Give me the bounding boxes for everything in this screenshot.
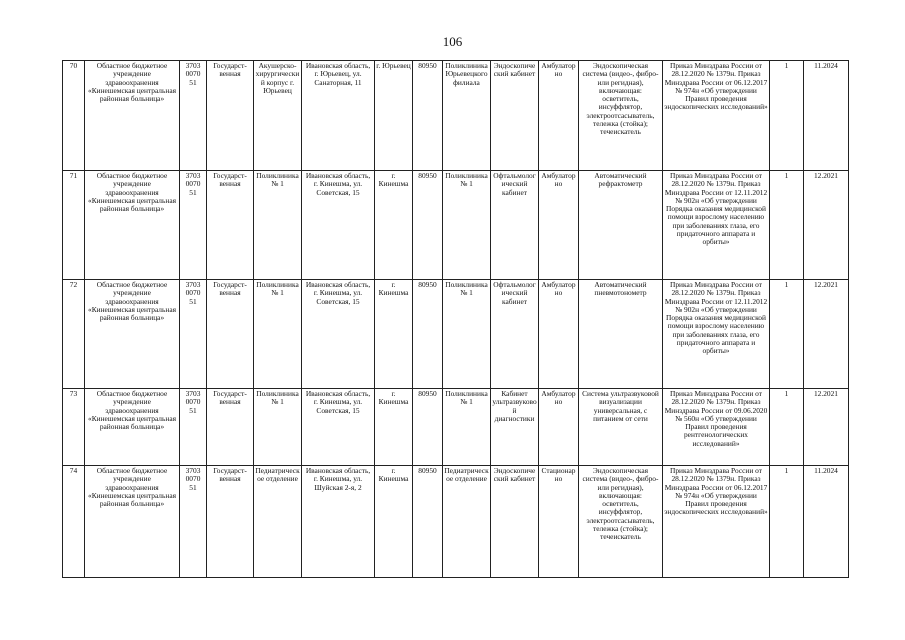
equipment-cell: Автоматический рефрактометр (579, 171, 663, 280)
equipment-cell: Эндоскопическая система (видео-, фибро- или регидная), включающая: осветитель, инсуффлятор, электроотсасыватель, тележка (стойка); течеискатель (579, 466, 663, 578)
order-cell: Приказ Минздрава России от 28.12.2020 № 1379н. Приказ Минздрава России от 12.11.2012 № 902н «Об утверждении Порядка оказания медицинской помощи взрослому населению при заболеваниях глаза, его придаточного аппарата и орбиты» (663, 171, 770, 280)
address-cell: Ивановская область, г. Кинешма, ул. Шуйская 2-я, 2 (302, 466, 375, 578)
order-cell: Приказ Минздрава России от 28.12.2020 № 1379н. Приказ Минздрава России от 06.12.2017 № 974н «Об утверждении Правил проведения эндоскопических исследований» (663, 466, 770, 578)
ownership-cell: Государст-венная (207, 171, 254, 280)
table-row (63, 171, 849, 280)
organization-cell: Областное бюджетное учреждение здравоохранения «Кинешемская центральная районная больница» (85, 171, 180, 280)
row-number: 72 (63, 280, 85, 389)
oktmo-cell: 80950 (413, 171, 443, 280)
oktmo-cell: 80950 (413, 280, 443, 389)
organization-cell: Областное бюджетное учреждение здравоохранения «Кинешемская центральная районная больница» (85, 61, 180, 171)
room-cell: Эндоскопический кабинет (491, 61, 539, 171)
table-row (63, 61, 849, 171)
oktmo-cell: 80950 (413, 61, 443, 171)
organization-cell: Областное бюджетное учреждение здравоохранения «Кинешемская центральная районная больница» (85, 280, 180, 389)
date-cell: 12.2021 (804, 389, 849, 466)
address-cell: Ивановская область, г. Кинешма, ул. Советская, 15 (302, 389, 375, 466)
equipment-cell: Эндоскопическая система (видео-, фибро- или регидная), включающая: осветитель, инсуффлятор, электроотсасыватель, тележка (стойка); течеискатель (579, 61, 663, 171)
quantity-cell: 1 (770, 389, 804, 466)
city-cell: г. Кинешма (375, 171, 413, 280)
table-body (63, 61, 849, 578)
order-cell: Приказ Минздрава России от 28.12.2020 № 1379н. Приказ Минздрава России от 06.12.2017 № 974н «Об утверждении Правил проведения эндоскопических исследований» (663, 61, 770, 171)
subdivision-cell: Поликлиника № 1 (254, 389, 302, 466)
unit-cell: Педиатрическое отделение (443, 466, 491, 578)
subdivision-cell: Поликлиника № 1 (254, 171, 302, 280)
room-cell: Офтальмологический кабинет (491, 280, 539, 389)
row-number: 73 (63, 389, 85, 466)
city-cell: г. Кинешма (375, 389, 413, 466)
quantity-cell: 1 (770, 466, 804, 578)
city-cell: г. Кинешма (375, 280, 413, 389)
subdivision-cell: Акушерско-хирургический корпус г. Юрьевец (254, 61, 302, 171)
code-cell: 3703 0070 51 (180, 280, 207, 389)
city-cell: г. Юрьевец (375, 61, 413, 171)
ownership-cell: Государст-венная (207, 280, 254, 389)
row-number: 71 (63, 171, 85, 280)
ownership-cell: Государст-венная (207, 61, 254, 171)
room-cell: Офтальмологический кабинет (491, 171, 539, 280)
room-cell: Эндоскопический кабинет (491, 466, 539, 578)
address-cell: Ивановская область, г. Кинешма, ул. Советская, 15 (302, 280, 375, 389)
code-cell: 3703 0070 51 (180, 61, 207, 171)
order-cell: Приказ Минздрава России от 28.12.2020 № 1379н. Приказ Минздрава России от 12.11.2012 № 902н «Об утверждении Порядка оказания медицинской помощи взрослому населению при заболеваниях глаза, его придаточного аппарата и орбиты» (663, 280, 770, 389)
address-cell: Ивановская область, г. Кинешма, ул. Советская, 15 (302, 171, 375, 280)
code-cell: 3703 0070 51 (180, 171, 207, 280)
care-type-cell: Амбулаторно (539, 61, 579, 171)
care-type-cell: Амбулаторно (539, 171, 579, 280)
oktmo-cell: 80950 (413, 389, 443, 466)
ownership-cell: Государст-венная (207, 389, 254, 466)
equipment-cell: Система ультразвуковой визуализации универсальная, с питанием от сети (579, 389, 663, 466)
care-type-cell: Стационарно (539, 466, 579, 578)
ownership-cell: Государст-венная (207, 466, 254, 578)
address-cell: Ивановская область, г. Юрьевец, ул. Санаторная, 11 (302, 61, 375, 171)
care-type-cell: Амбулаторно (539, 389, 579, 466)
quantity-cell: 1 (770, 171, 804, 280)
quantity-cell: 1 (770, 280, 804, 389)
table-row (63, 280, 849, 389)
organization-cell: Областное бюджетное учреждение здравоохранения «Кинешемская центральная районная больница» (85, 389, 180, 466)
care-type-cell: Амбулаторно (539, 280, 579, 389)
unit-cell: Поликлиника № 1 (443, 171, 491, 280)
table-row (63, 466, 849, 578)
unit-cell: Поликлиника № 1 (443, 389, 491, 466)
row-number: 70 (63, 61, 85, 171)
code-cell: 3703 0070 51 (180, 389, 207, 466)
date-cell: 11.2024 (804, 466, 849, 578)
room-cell: Кабинет ультразвуковой диагностики (491, 389, 539, 466)
code-cell: 3703 0070 51 (180, 466, 207, 578)
equipment-registry-table (62, 60, 849, 578)
organization-cell: Областное бюджетное учреждение здравоохранения «Кинешемская центральная районная больница» (85, 466, 180, 578)
date-cell: 11.2024 (804, 61, 849, 171)
date-cell: 12.2021 (804, 280, 849, 389)
city-cell: г. Кинешма (375, 466, 413, 578)
date-cell: 12.2021 (804, 171, 849, 280)
unit-cell: Поликлиника Юрьевецкого филиала (443, 61, 491, 171)
unit-cell: Поликлиника № 1 (443, 280, 491, 389)
table-row (63, 389, 849, 466)
row-number: 74 (63, 466, 85, 578)
equipment-cell: Автоматический пневмотонометр (579, 280, 663, 389)
quantity-cell: 1 (770, 61, 804, 171)
order-cell: Приказ Минздрава России от 28.12.2020 № 1379н. Приказ Минздрава России от 09.06.2020 № 560н «Об утверждении Правил проведения рентгенологических исследований» (663, 389, 770, 466)
subdivision-cell: Педиатрическое отделение (254, 466, 302, 578)
oktmo-cell: 80950 (413, 466, 443, 578)
subdivision-cell: Поликлиника № 1 (254, 280, 302, 389)
page-number: 106 (442, 34, 463, 49)
